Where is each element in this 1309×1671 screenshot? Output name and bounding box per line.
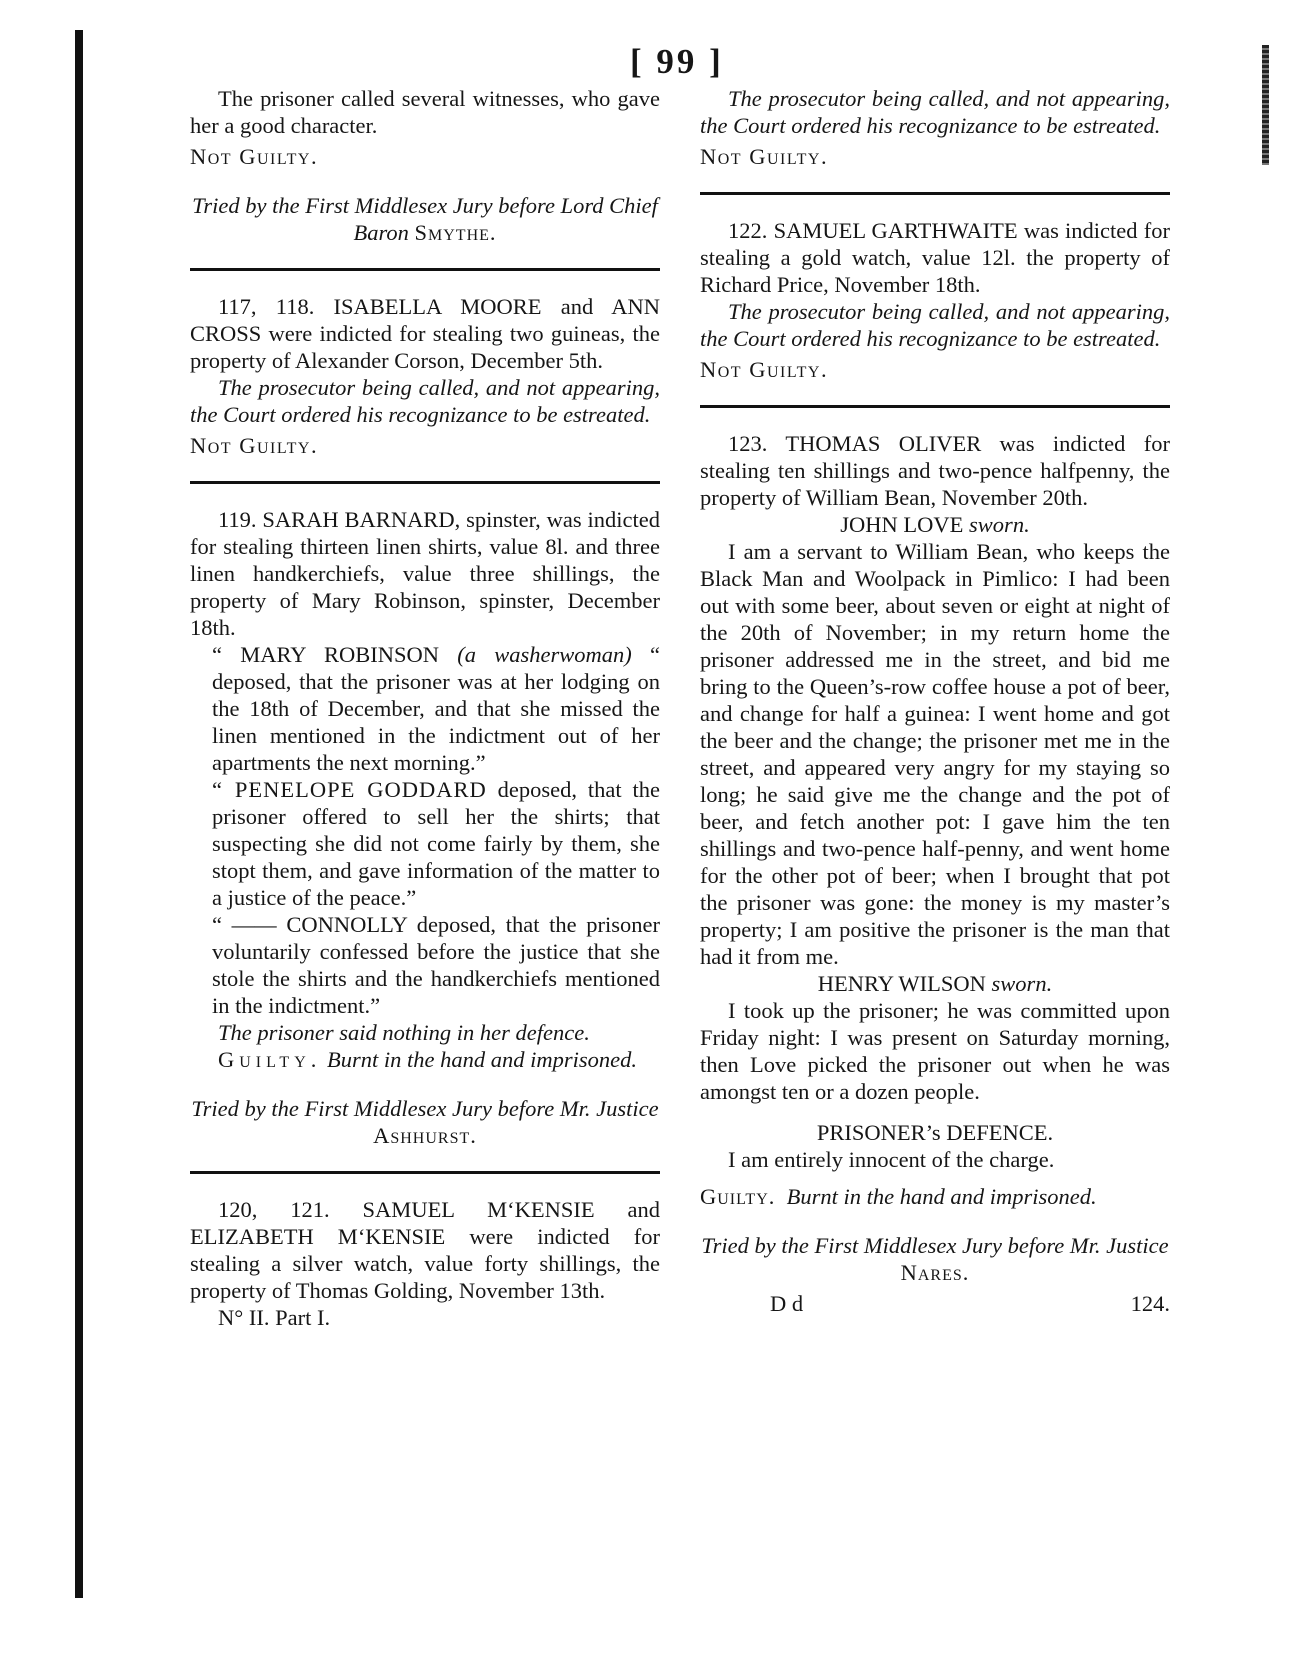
judge-name: Ashhurst. xyxy=(373,1123,477,1148)
guilty-verdict xyxy=(190,1046,660,1073)
tried-before-note xyxy=(190,192,660,246)
case-paragraph: 119. SARAH BARNARD, spinster, was indicted for stealing thirteen linen shirts, value 8l. and three linen handkerchiefs, value three shillings, the property of Mary Robinson, spinster, December 18th. xyxy=(190,507,660,640)
sentence: Burnt in the hand and imprisoned. xyxy=(786,1184,1097,1209)
defence-text: I am entirely innocent of the charge. xyxy=(728,1147,1055,1172)
intro-verdict: Not Guilty. xyxy=(190,144,319,169)
case-note: The prosecutor being called, and not appearing, the Court ordered his recognizance to be estreated. xyxy=(700,86,1170,138)
signature-mark: D d xyxy=(770,1291,804,1316)
witness-role: (a washerwoman) xyxy=(457,642,632,667)
case-verdict: Not Guilty. xyxy=(190,433,319,458)
sworn-label: sworn. xyxy=(991,971,1053,996)
page-footer xyxy=(700,1290,1170,1317)
guilty-verdict xyxy=(700,1183,1170,1210)
witness-name: “ PENELOPE GODDARD xyxy=(212,777,487,802)
deposition-penelope-goddard xyxy=(190,776,660,911)
deposition-connolly xyxy=(190,911,660,1019)
testimony: I am a servant to William Bean, who keeps the Black Man and Woolpack in Pimlico: I had been out with some beer, about seven or eight at night of the 20th of November; in my return home the prisoner addressed me in the street, and bid me bring to the Queen’s-row coffee house a pot of beer, and change for half a guinea: I went home and got the beer and the change; the prisoner met me in the street, and appeared very angry for my staying so long; he said give me the change and the pot of beer, and fetch another pot: I gave him the ten shillings and two-pence half-penny, and went home for the other pot of beer; when I brought that pot the prisoner was gone: the money is my master’s property; I am positive the prisoner is the man that had it from me. xyxy=(700,539,1170,969)
witness-heading xyxy=(700,970,1170,997)
left-column xyxy=(190,85,660,1331)
page-edge-strip xyxy=(1262,45,1269,165)
guilty-word: Guilty. xyxy=(218,1047,322,1072)
guilty-word: Guilty. xyxy=(700,1184,776,1209)
witness-heading xyxy=(700,511,1170,538)
witness-name: “ —— CONNOLLY xyxy=(212,912,407,937)
case-paragraph: 117, 118. ISABELLA MOORE and ANN CROSS were indicted for stealing two guineas, the property of Alexander Corson, December 5th. xyxy=(190,294,660,373)
tried-before-text: Tried by the First Middlesex Jury before Lord Chief Baron xyxy=(192,193,658,245)
footer-part: N° II. Part I. xyxy=(218,1305,331,1330)
section-rule xyxy=(700,405,1170,408)
deposition-text: “ deposed, that the prisoner was at her lodging on the 18th of December, and that she missed the linen mentioned in the indictment out of her apartments the next morning.” xyxy=(212,642,661,775)
sworn-label: sworn. xyxy=(969,512,1030,537)
tried-before-note xyxy=(700,1232,1170,1286)
section-rule xyxy=(190,1171,660,1174)
case-note: The prosecutor being called, and not appearing, the Court ordered his recognizance to be estreated. xyxy=(700,299,1170,351)
section-rule xyxy=(190,268,660,271)
sentence: Burnt in the hand and imprisoned. xyxy=(327,1047,638,1072)
tried-before-text: Tried by the First Middlesex Jury before Mr. Justice xyxy=(701,1233,1169,1258)
binding-edge xyxy=(75,30,83,1598)
witness-name: HENRY WILSON xyxy=(817,971,986,996)
defence-heading: PRISONER’s DEFENCE. xyxy=(816,1120,1054,1145)
testimony: I took up the prisoner; he was committed upon Friday night: I was present on Saturday morning, then Love picked the prisoner out when he was amongst ten or a dozen people. xyxy=(700,998,1170,1104)
judge-name: Smythe. xyxy=(414,220,497,245)
section-rule xyxy=(700,192,1170,195)
case-paragraph: 123. THOMAS OLIVER was indicted for stealing ten shillings and two-pence halfpenny, the property of William Bean, November 20th. xyxy=(700,431,1170,510)
judge-name: Nares. xyxy=(900,1260,970,1285)
right-column xyxy=(700,85,1170,1317)
intro-paragraph: The prisoner called several witnesses, who gave her a good character. xyxy=(190,86,660,138)
case-verdict: Not Guilty. xyxy=(700,144,829,169)
section-rule xyxy=(190,481,660,484)
defence-note: The prisoner said nothing in her defence. xyxy=(218,1020,590,1045)
tried-before-text: Tried by the First Middlesex Jury before Mr. Justice xyxy=(191,1096,659,1121)
witness-name: “ MARY ROBINSON xyxy=(212,642,439,667)
tried-before-note xyxy=(190,1095,660,1149)
deposition-text: deposed, that the prisoner voluntarily confessed before the justice that she stole the shirts and the handkerchiefs mentioned in the indictment.” xyxy=(212,912,661,1018)
deposition-text: deposed, that the prisoner offered to sell her the shirts; that suspecting she did not come fairly by them, she stopt them, and gave information of the matter to a justice of the peace.” xyxy=(212,777,660,910)
case-note: The prosecutor being called, and not appearing, the Court ordered his recognizance to be estreated. xyxy=(190,375,660,427)
case-paragraph: 120, 121. SAMUEL M‘KENSIE and ELIZABETH M‘KENSIE were indicted for stealing a silver watch, value forty shillings, the property of Thomas Golding, November 13th. xyxy=(190,1197,660,1303)
case-verdict: Not Guilty. xyxy=(700,357,829,382)
case-paragraph: 122. SAMUEL GARTHWAITE was indicted for stealing a gold watch, value 12l. the property of Richard Price, November 18th. xyxy=(700,218,1170,297)
page-number: [ 99 ] xyxy=(630,42,724,81)
witness-name: JOHN LOVE xyxy=(840,512,964,537)
catchword: 124. xyxy=(1130,1291,1170,1316)
deposition-mary-robinson xyxy=(190,641,660,776)
